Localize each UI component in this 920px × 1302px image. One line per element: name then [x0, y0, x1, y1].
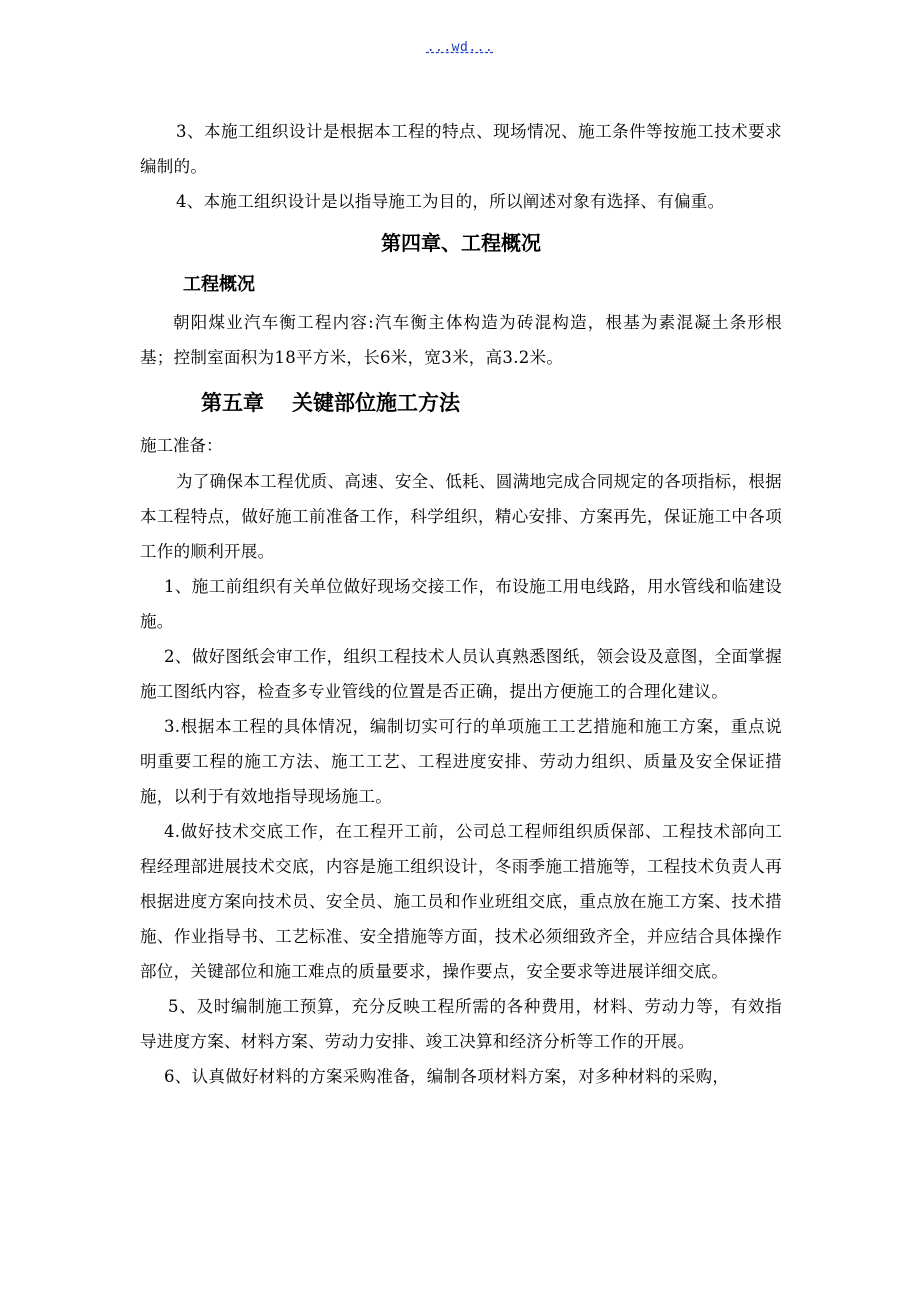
prep-intro-paragraph: 为了确保本工程优质、高速、安全、低耗、圆满地完成合同规定的各项指标，根据本工程特点，做好施工前准备工作，科学组织，精心安排、方案再先，保证施工中各项工作的顺利开展。 [140, 472, 782, 561]
document-body [140, 114, 782, 1094]
chapter-5-name: 关键部位施工方法 [292, 391, 460, 415]
paragraph-item-4: 4、本施工组织设计是以指导施工为目的，所以阐述对象有选择、有偏重。 [176, 192, 725, 211]
prep-item-5: 5、及时编制施工预算，充分反映工程所需的各种费用，材料、劳动力等，有效指导进度方案、材料方案、劳动力安排、竣工决算和经济分析等工作的开展。 [140, 997, 782, 1051]
prep-item-6: 6、认真做好材料的方案采购准备，编制各项材料方案，对多种材料的采购， [164, 1067, 730, 1086]
header-mark-text: ...wd... [426, 40, 494, 55]
overview-paragraph: 朝阳煤业汽车衡工程内容:汽车衡主体构造为砖混构造，根基为素混凝土条形根基；控制室面积为18平方米，长6米，宽3米，高3.2米。 [140, 313, 782, 367]
prep-item-3: 3.根据本工程的具体情况，编制切实可行的单项施工工艺措施和施工方案，重点说明重要工程的施工方法、施工工艺、工程进度安排、劳动力组织、质量及安全保证措施，以利于有效地指导现场施工。 [140, 717, 782, 806]
section-title-overview: 工程概况 [183, 274, 255, 295]
paragraph-item-3: 3、本施工组织设计是根据本工程的特点、现场情况、施工条件等按施工技术要求编制的。 [140, 122, 782, 176]
chapter-5-number: 第五章 [201, 391, 264, 415]
prep-item-4: 4.做好技术交底工作，在工程开工前，公司总工程师组织质保部、工程技术部向工程经理部进展技术交底，内容是施工组织设计，冬雨季施工措施等，工程技术负责人再根据进度方案向技术员、安全员、施工员和作业班组交底，重点放在施工方案、技术措施、作业指导书、工艺标准、安全措施等方面，技术必须细致齐全，并应结合具体操作部位，关键部位和施工难点的质量要求，操作要点，安全要求等进展详细交底。 [140, 822, 782, 981]
header-mark [0, 40, 920, 55]
prep-item-1: 1、施工前组织有关单位做好现场交接工作，布设施工用电线路，用水管线和临建设施。 [140, 577, 782, 631]
prep-label: 施工准备： [140, 436, 223, 455]
chapter-5-title [140, 375, 782, 431]
prep-item-2: 2、做好图纸会审工作，组织工程技术人员认真熟悉图纸，领会设及意图，全面掌握施工图纸内容，检查多专业管线的位置是否正确，提出方便施工的合理化建议。 [140, 647, 782, 701]
chapter-4-title: 第四章、工程概况 [381, 231, 541, 255]
